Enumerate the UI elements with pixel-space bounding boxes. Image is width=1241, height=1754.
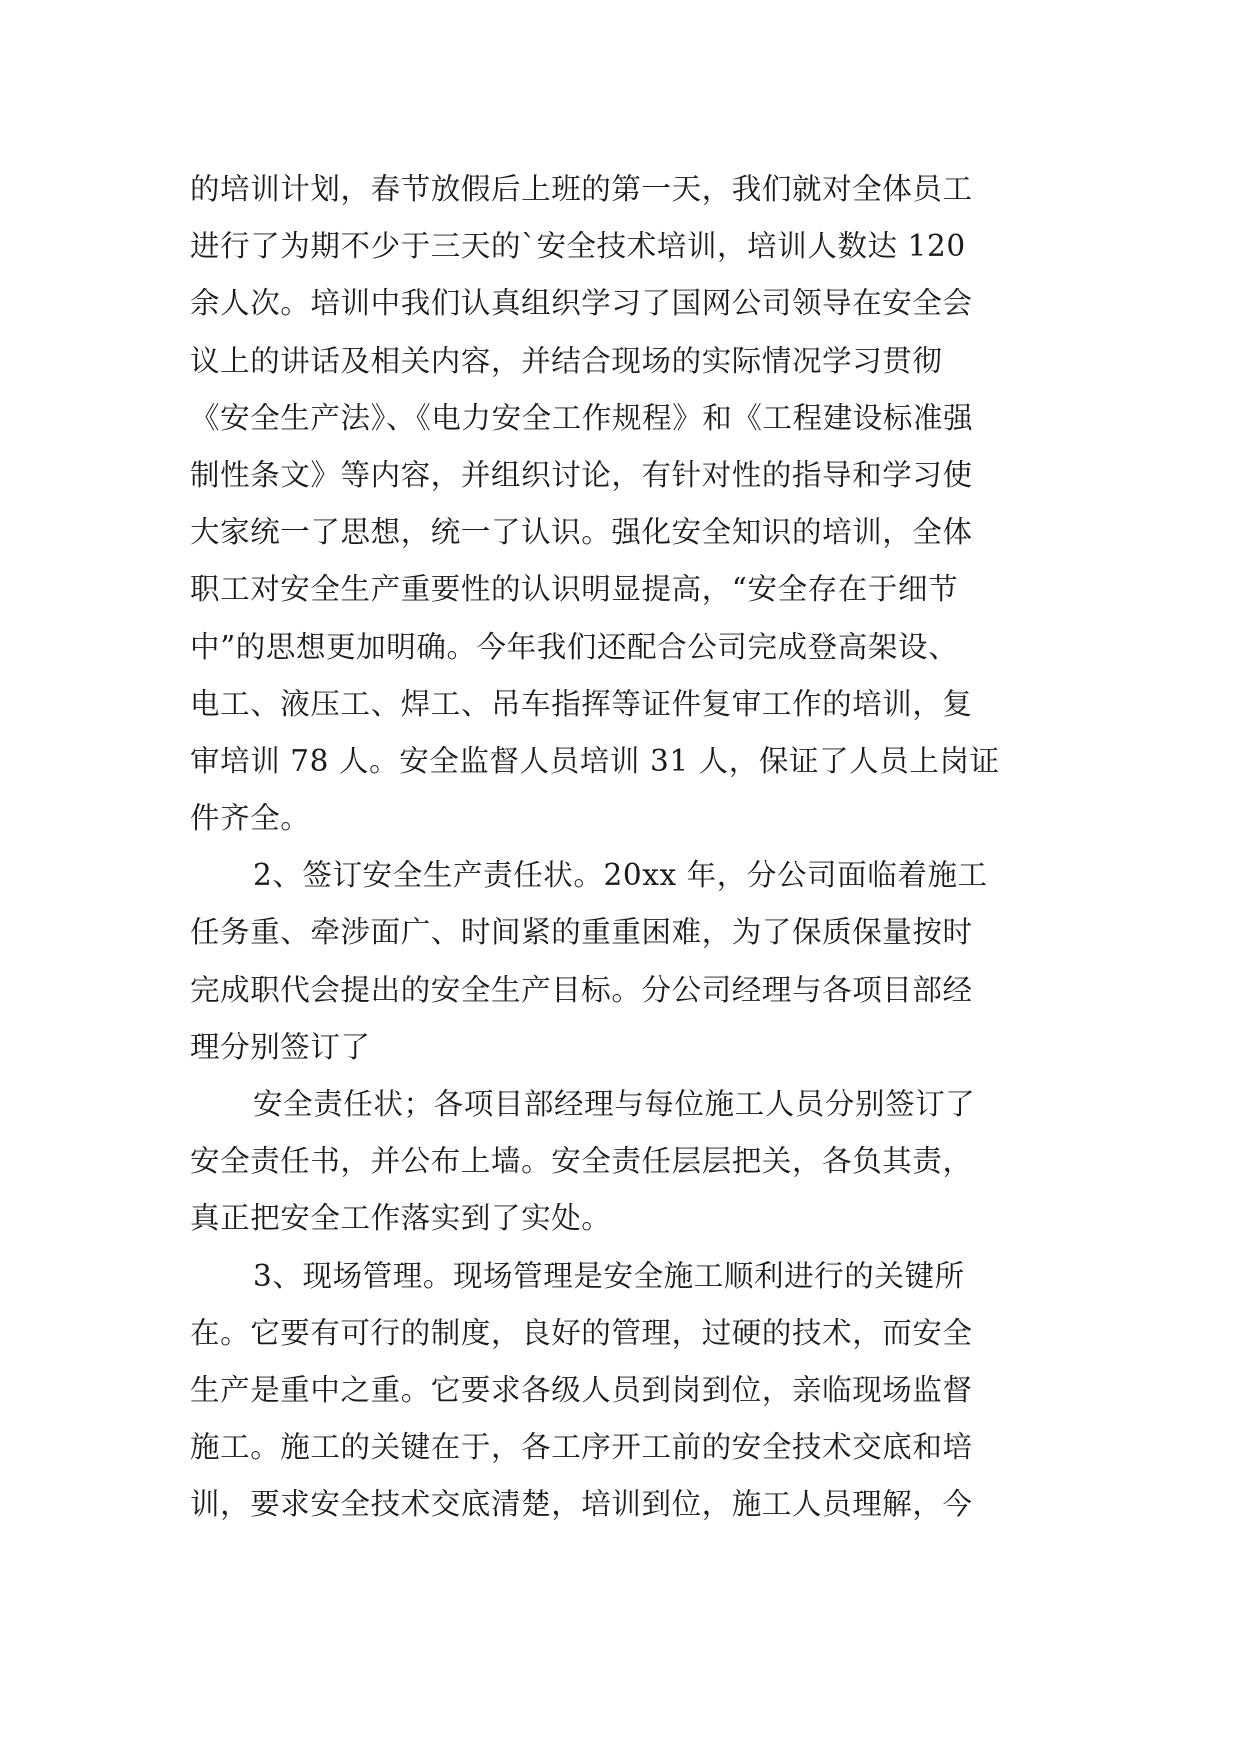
text-line: 在。它要有可行的制度，良好的管理，过硬的技术，而安全 xyxy=(190,1315,973,1350)
text-line: 3、现场管理。现场管理是安全施工顺利进行的关键所 xyxy=(253,1258,965,1293)
text-line: 余人次。培训中我们认真组织学习了国网公司领导在安全会 xyxy=(190,286,973,321)
text-line: 安全责任书，并公布上墙。安全责任层层把关，各负其责， xyxy=(190,1144,973,1179)
text-line: 《安全生产法》、《电力安全工作规程》和《工程建设标准强 xyxy=(190,400,974,435)
text-line: 议上的讲话及相关内容，并结合现场的实际情况学习贯彻 xyxy=(190,343,943,378)
text-line: 施工。施工的关键在于，各工序开工前的安全技术交底和培 xyxy=(190,1430,973,1465)
text-line: 职工对安全生产重要性的认识明显提高，“安全存在于细节 xyxy=(190,572,959,607)
text-line: 件齐全。 xyxy=(190,801,311,836)
text-line: 训，要求安全技术交底清楚，培训到位，施工人员理解，今 xyxy=(190,1487,973,1522)
text-line: 理分别签订了 xyxy=(190,1029,371,1064)
text-line: 进行了为期不少于三天的`安全技术培训，培训人数达 120 xyxy=(190,229,966,264)
text-line: 完成职代会提出的安全生产目标。分公司经理与各项目部经 xyxy=(190,972,973,1007)
text-line: 大家统一了思想，统一了认识。强化安全知识的培训，全体 xyxy=(190,515,973,550)
paragraph xyxy=(190,161,1070,847)
text-line: 真正把安全工作落实到了实处。 xyxy=(190,1201,612,1236)
paragraph xyxy=(190,1248,1070,1534)
text-line: 中”的思想更加明确。今年我们还配合公司完成登高架设、 xyxy=(190,629,959,664)
text-line: 电工、液压工、焊工、吊车指挥等证件复审工作的培训，复 xyxy=(190,686,973,721)
document-body xyxy=(190,161,1070,1534)
text-line: 任务重、牵涉面广、时间紧的重重困难，为了保质保量按时 xyxy=(190,915,973,950)
text-line: 生产是重中之重。它要求各级人员到岗到位，亲临现场监督 xyxy=(190,1372,973,1407)
text-line: 2、签订安全生产责任状。20xx 年，分公司面临着施工 xyxy=(253,858,988,893)
text-line: 审培训 78 人。安全监督人员培训 31 人，保证了人员上岗证 xyxy=(190,743,1000,778)
paragraph xyxy=(190,1076,1070,1248)
text-line: 安全责任状；各项目部经理与每位施工人员分别签订了 xyxy=(253,1087,976,1121)
text-line: 制性条文》等内容，并组织讨论，有针对性的指导和学习使 xyxy=(190,457,973,492)
text-line: 的培训计划，春节放假后上班的第一天，我们就对全体员工 xyxy=(190,172,973,206)
paragraph xyxy=(190,847,1070,1076)
